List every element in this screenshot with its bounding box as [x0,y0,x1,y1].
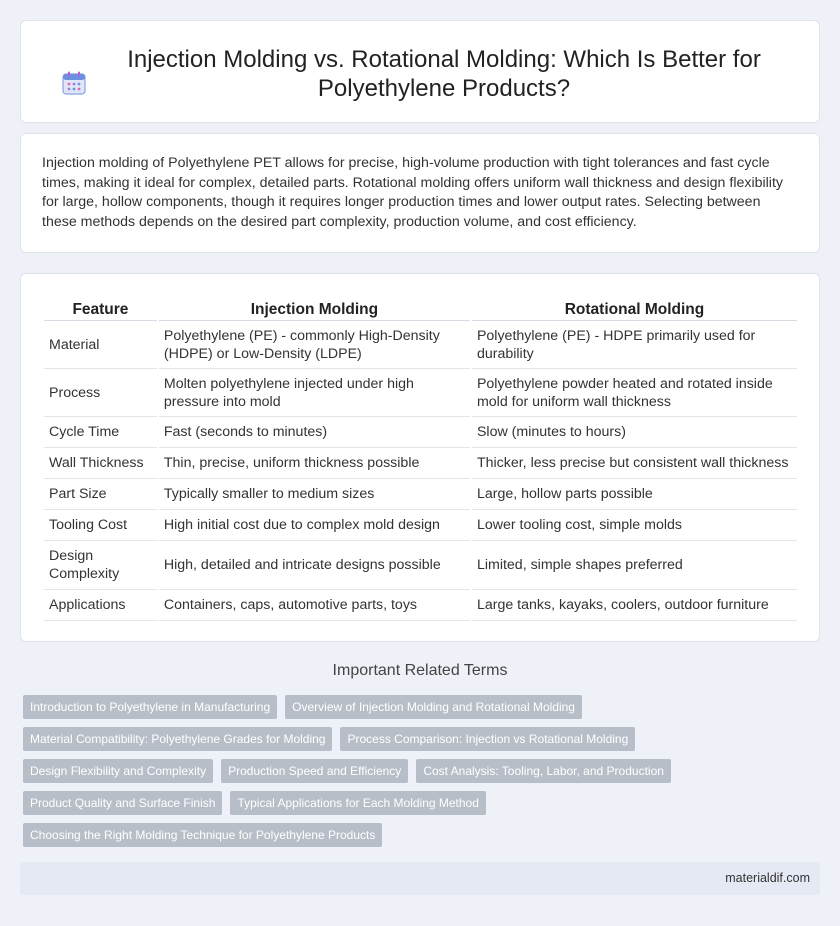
rotational-cell: Large tanks, kayaks, coolers, outdoor furniture [472,590,797,621]
rotational-cell: Lower tooling cost, simple molds [472,510,797,541]
feature-cell: Cycle Time [44,417,157,448]
injection-cell: Thin, precise, uniform thickness possible [159,448,470,479]
table-row [44,510,797,541]
injection-cell: High initial cost due to complex mold design [159,510,470,541]
related-term-tag[interactable]: Choosing the Right Molding Technique for Polyethylene Products [23,823,382,847]
table-header-row [44,294,797,321]
feature-cell: Material [44,321,157,369]
injection-cell: Molten polyethylene injected under high pressure into mold [159,369,470,417]
feature-cell: Applications [44,590,157,621]
site-name[interactable]: materialdif.com [725,871,810,885]
comparison-card [20,273,820,642]
table-row [44,448,797,479]
title-card [20,20,820,123]
rotational-cell: Polyethylene powder heated and rotated inside mold for uniform wall thickness [472,369,797,417]
injection-cell: Typically smaller to medium sizes [159,479,470,510]
header-rotational-molding: Rotational Molding [472,294,797,321]
related-term-tag[interactable]: Process Comparison: Injection vs Rotational Molding [340,727,635,751]
table-row [44,369,797,417]
rotational-cell: Limited, simple shapes preferred [472,541,797,590]
intro-card [20,133,820,253]
related-term-tag[interactable]: Design Flexibility and Complexity [23,759,213,783]
table-row [44,541,797,590]
feature-cell: Process [44,369,157,417]
related-term-tag[interactable]: Material Compatibility: Polyethylene Grades for Molding [23,727,332,751]
injection-cell: Fast (seconds to minutes) [159,417,470,448]
injection-cell: Containers, caps, automotive parts, toys [159,590,470,621]
rotational-cell: Polyethylene (PE) - HDPE primarily used for durability [472,321,797,369]
feature-cell: Part Size [44,479,157,510]
rotational-cell: Thicker, less precise but consistent wall thickness [472,448,797,479]
related-term-tag[interactable]: Introduction to Polyethylene in Manufacturing [23,695,277,719]
related-terms-heading: Important Related Terms [332,662,508,679]
table-row [44,417,797,448]
injection-cell: Polyethylene (PE) - commonly High-Density (HDPE) or Low-Density (LDPE) [159,321,470,369]
page-title: Injection Molding vs. Rotational Molding: Which Is Better for Polyethylene Products? [127,46,761,102]
injection-cell: High, detailed and intricate designs possible [159,541,470,590]
related-term-tag[interactable]: Typical Applications for Each Molding Method [230,791,485,815]
footer [20,862,820,895]
feature-cell: Design Complexity [44,541,157,590]
table-row [44,479,797,510]
header-injection-molding: Injection Molding [159,294,470,321]
related-term-tag[interactable]: Overview of Injection Molding and Rotational Molding [285,695,582,719]
intro-paragraph: Injection molding of Polyethylene PET allows for precise, high-volume production with tight tolerances and fast cycle times, making it ideal for complex, detailed parts. Rotational molding offers uniform wall thickness and design flexibility for large, hollow components, though it requires longer production times and lower output rates. Selecting between these methods depends on the desired part complexity, production volume, and cost efficiency. [42,155,783,230]
table-row [44,590,797,621]
related-term-tag[interactable]: Cost Analysis: Tooling, Labor, and Production [416,759,671,783]
comparison-table [42,294,799,621]
table-row [44,321,797,369]
calendar-icon [61,70,87,96]
feature-cell: Wall Thickness [44,448,157,479]
header-feature: Feature [44,294,157,321]
rotational-cell: Slow (minutes to hours) [472,417,797,448]
related-terms-list [23,695,817,855]
related-term-tag[interactable]: Product Quality and Surface Finish [23,791,222,815]
related-term-tag[interactable]: Production Speed and Efficiency [221,759,408,783]
feature-cell: Tooling Cost [44,510,157,541]
rotational-cell: Large, hollow parts possible [472,479,797,510]
